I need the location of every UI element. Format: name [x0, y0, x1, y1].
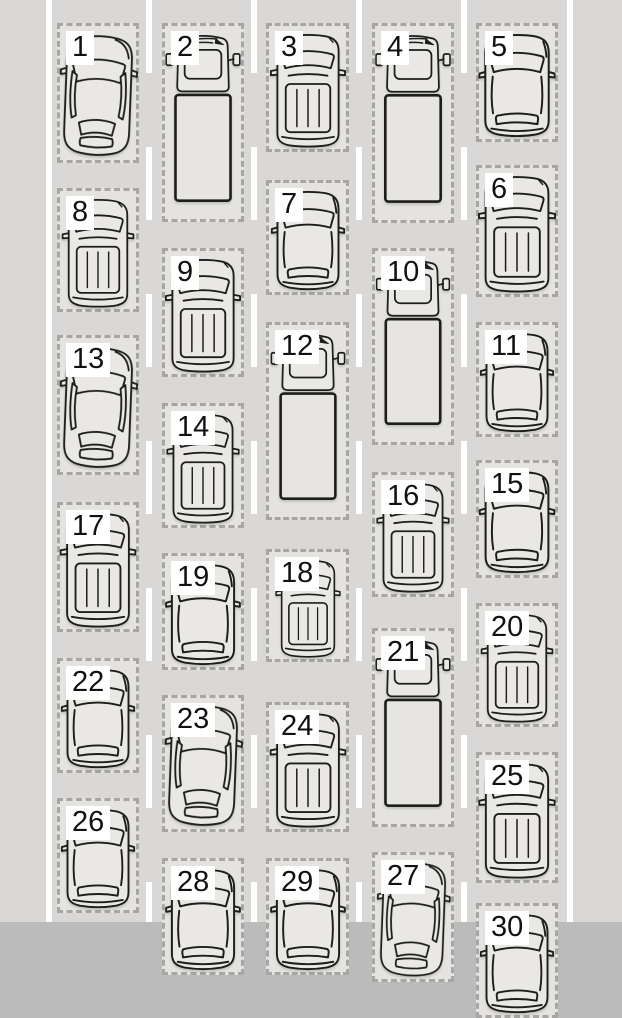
spot-number-label: 14 [171, 411, 215, 445]
parking-spot-28[interactable] [162, 858, 244, 975]
parking-spot-27[interactable] [372, 852, 454, 982]
spot-number-label: 4 [381, 31, 409, 65]
parking-spot-18[interactable] [266, 549, 349, 662]
lane-line-dashed [146, 0, 152, 922]
spot-number-label: 30 [485, 911, 529, 945]
parking-spot-29[interactable] [266, 858, 349, 975]
spot-number-label: 7 [275, 188, 303, 222]
spot-number-label: 27 [381, 860, 425, 894]
spot-number-label: 17 [66, 510, 110, 544]
parking-spot-13[interactable] [57, 335, 139, 475]
lane-line-dashed [251, 0, 257, 922]
spot-number-label: 8 [66, 196, 94, 230]
spot-number-label: 10 [381, 256, 425, 290]
spot-number-label: 5 [485, 31, 513, 65]
spot-number-label: 19 [171, 561, 215, 595]
parking-spot-23[interactable] [162, 695, 244, 832]
parking-spot-8[interactable] [57, 188, 139, 312]
parking-spot-21[interactable] [372, 628, 454, 827]
parking-spot-22[interactable] [57, 658, 139, 773]
parking-spot-5[interactable] [476, 23, 558, 142]
spot-number-label: 6 [485, 173, 513, 207]
spot-number-label: 23 [171, 703, 215, 737]
spot-number-label: 15 [485, 468, 529, 502]
parking-spot-4[interactable] [372, 23, 454, 223]
spot-number-label: 28 [171, 866, 215, 900]
spot-number-label: 18 [275, 557, 319, 591]
spot-number-label: 20 [485, 611, 529, 645]
spot-number-label: 25 [485, 760, 529, 794]
spot-number-label: 21 [381, 636, 425, 670]
spot-number-label: 26 [66, 806, 110, 840]
spot-number-label: 22 [66, 666, 110, 700]
spot-number-label: 11 [485, 330, 527, 364]
parking-spot-24[interactable] [266, 702, 349, 832]
parking-spot-20[interactable] [476, 603, 558, 727]
parking-spot-19[interactable] [162, 553, 244, 670]
lane-line-solid [46, 0, 52, 922]
parking-spot-14[interactable] [162, 403, 244, 528]
spot-number-label: 16 [381, 480, 425, 514]
parking-spot-15[interactable] [476, 460, 558, 578]
lane-line-solid [567, 0, 573, 922]
spot-number-label: 9 [171, 256, 199, 290]
spot-number-label: 2 [171, 31, 199, 65]
parking-spot-1[interactable] [57, 23, 139, 163]
spot-number-label: 13 [66, 343, 110, 377]
spot-number-label: 1 [66, 31, 94, 65]
parking-spot-25[interactable] [476, 752, 558, 883]
spot-number-label: 29 [275, 866, 319, 900]
parking-spot-10[interactable] [372, 248, 454, 445]
parking-spot-3[interactable] [266, 23, 349, 152]
parking-spot-2[interactable] [162, 23, 244, 222]
parking-spot-6[interactable] [476, 165, 558, 297]
parking-spot-16[interactable] [372, 472, 454, 597]
parking-spot-9[interactable] [162, 248, 244, 377]
parking-spot-7[interactable] [266, 180, 349, 295]
parking-spot-12[interactable] [266, 322, 349, 520]
lane-line-dashed [461, 0, 467, 922]
parking-spot-30[interactable] [476, 903, 558, 1018]
parking-spot-26[interactable] [57, 798, 139, 913]
spot-number-label: 3 [275, 31, 303, 65]
lane-line-dashed [356, 0, 362, 922]
parking-spot-11[interactable] [476, 322, 558, 437]
spot-number-label: 12 [275, 330, 319, 364]
spot-number-label: 24 [275, 710, 319, 744]
parking-spot-17[interactable] [57, 502, 139, 632]
